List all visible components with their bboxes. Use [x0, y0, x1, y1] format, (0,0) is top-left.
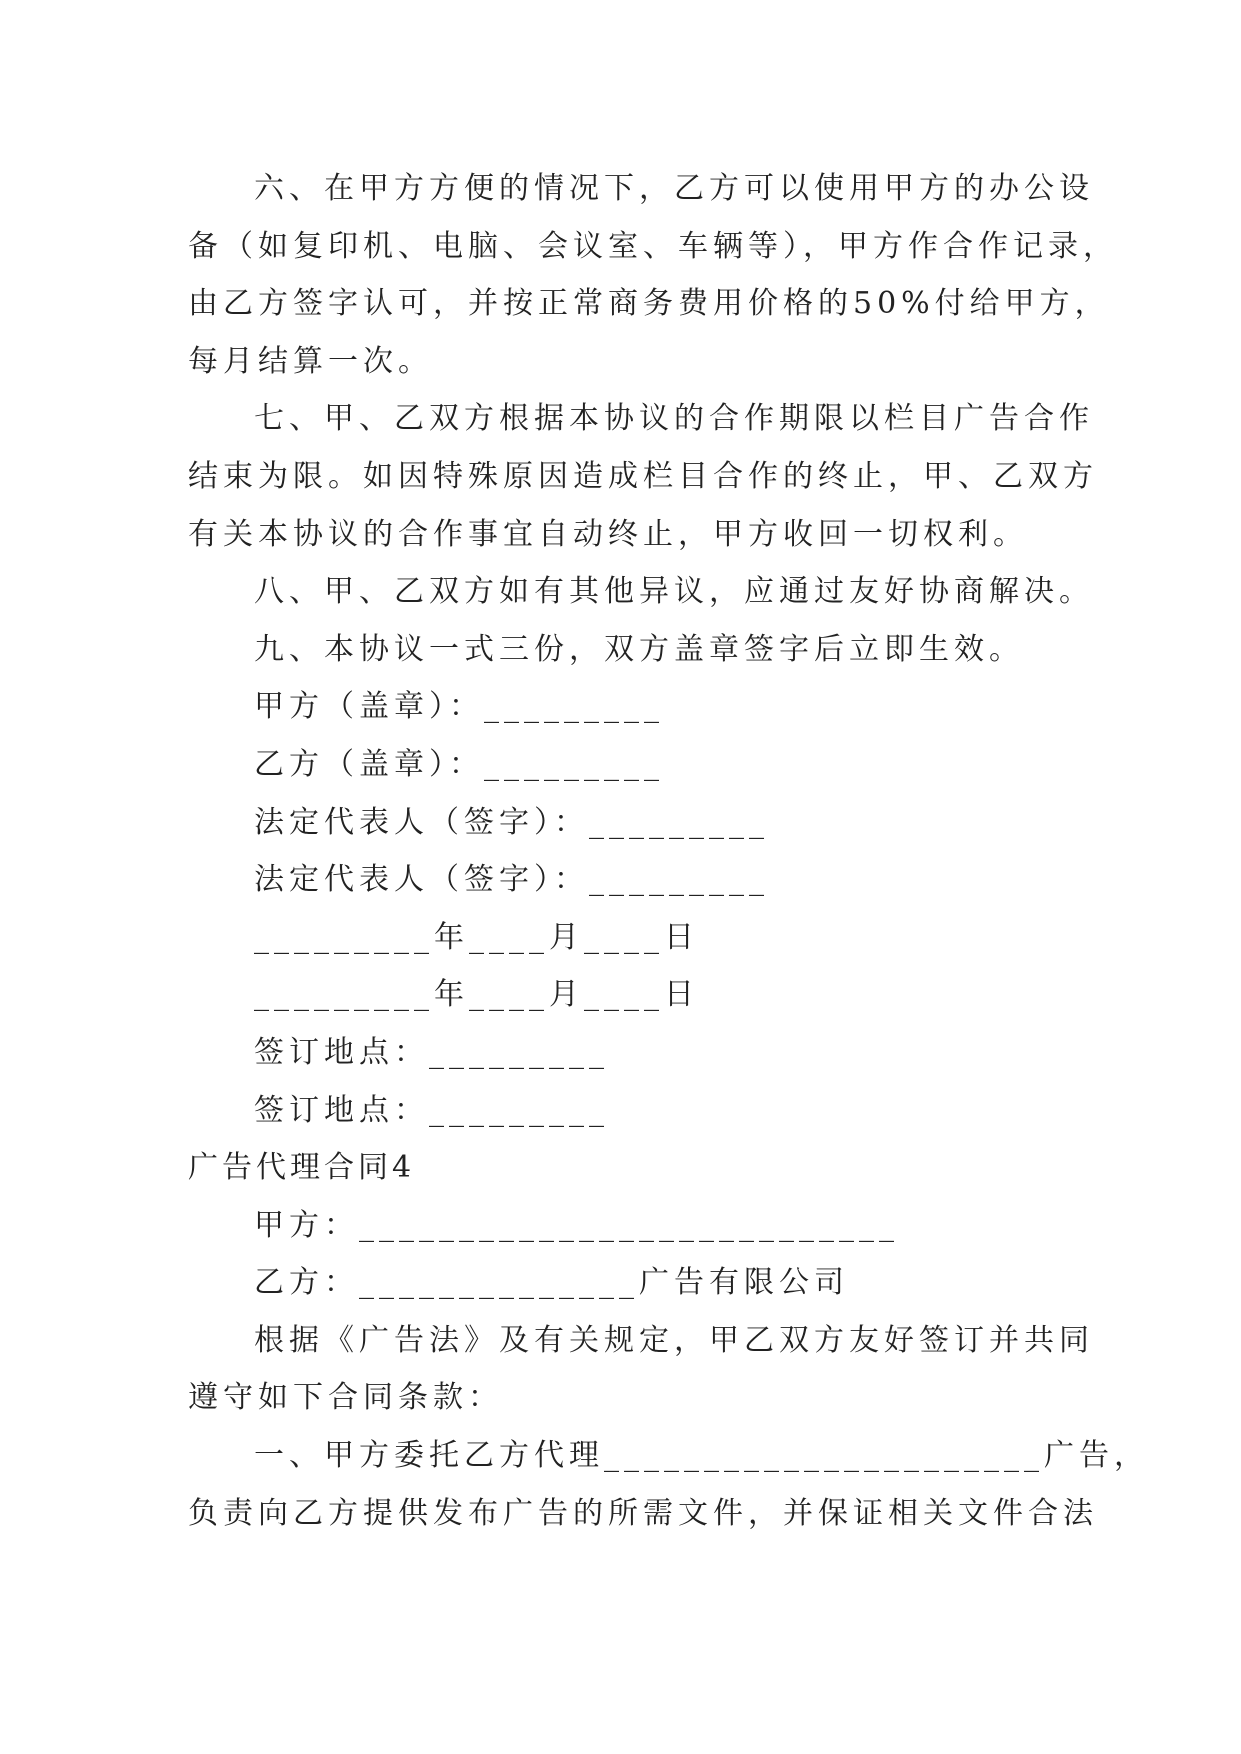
- party-b-seal: 乙方（盖章）：_________: [254, 746, 664, 782]
- clause-6-line-1: 六、在甲方方便的情况下，乙方可以使用甲方的办公设: [254, 171, 1094, 206]
- date-2: _________年____月____日: [254, 977, 699, 1013]
- party-a-seal: 甲方（盖章）：_________: [254, 689, 664, 725]
- clause-7-line-1: 七、甲、乙双方根据本协议的合作期限以栏目广告合作: [254, 401, 1094, 437]
- contract-4-party-a: 甲方：___________________________: [254, 1207, 899, 1243]
- clause-6-line-3: 由乙方签字认可，并按正常商务费用价格的50%付给甲方，: [188, 286, 1110, 322]
- sign-place-2: 签订地点：_________: [254, 1092, 609, 1128]
- contract-4-clause-1-line-1: 一、甲方委托乙方代理______________________广告，: [254, 1438, 1149, 1474]
- sign-place-1: 签订地点：_________: [254, 1034, 609, 1070]
- contract-4-party-b: 乙方：______________广告有限公司: [254, 1265, 849, 1301]
- legal-rep-2: 法定代表人（签字）：_________: [254, 862, 769, 898]
- clause-8: 八、甲、乙双方如有其他异议，应通过友好协商解决。: [254, 574, 1094, 610]
- contract-4-preamble-line-2: 遵守如下合同条款：: [188, 1380, 503, 1416]
- document-body: [188, 160, 1149, 1542]
- legal-rep-1: 法定代表人（签字）：_________: [254, 804, 769, 840]
- date-1: _________年____月____日: [254, 919, 699, 955]
- contract-4-preamble-line-1: 根据《广告法》及有关规定，甲乙双方友好签订并共同: [254, 1322, 1094, 1358]
- clause-6-line-4: 每月结算一次。: [188, 343, 433, 379]
- clause-7-line-2: 结束为限。如因特殊原因造成栏目合作的终止，甲、乙双方: [188, 458, 1098, 494]
- clause-7-line-3: 有关本协议的合作事宜自动终止，甲方收回一切权利。: [188, 516, 1028, 552]
- contract-4-clause-1-line-2: 负责向乙方提供发布广告的所需文件，并保证相关文件合法: [188, 1495, 1098, 1531]
- clause-9: 九、本协议一式三份，双方盖章签字后立即生效。: [254, 631, 1024, 667]
- clause-6-line-2: 备（如复印机、电脑、会议室、车辆等），甲方作合作记录，: [188, 228, 1118, 264]
- contract-4-title: 广告代理合同4: [188, 1150, 416, 1186]
